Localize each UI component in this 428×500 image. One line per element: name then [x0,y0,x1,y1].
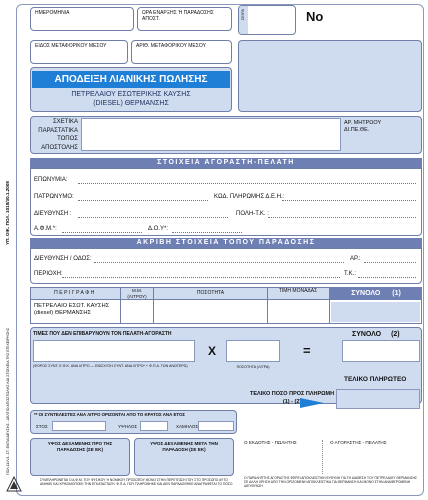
row-total-cell[interactable] [331,302,420,322]
registry-labels [344,120,381,134]
series-box[interactable] [238,5,296,35]
col-total [330,287,422,300]
city-field[interactable] [268,217,416,218]
delivery-street-field[interactable] [94,262,344,263]
col-quantity: ΠΟΣΟΤΗΤΑ [196,290,225,296]
number-label: No [306,9,324,24]
tank-after-label: ΥΨΟΣ ΔΕΞΑΜΕΝΗΣ ΜΕΤΑ ΤΗΝ ΠΑΡΑΔΟΣΗ (ΣΕ ΕΚ) [150,441,218,452]
final-amount-line1: ΤΕΛΙΚΟ ΠΟΣΟ ΠΡΟΣ ΠΛΗΡΩΜΗ [250,391,335,397]
delivery-postcode-label: Τ.Κ.: [344,271,357,277]
date-label: ΗΜΕΡΟΜΗΝΙΑ [35,10,70,16]
surname-label: ΕΠΩΝΥΜΙΑ: [34,177,68,183]
item-description [34,303,109,317]
delivery-postcode-field[interactable] [358,277,416,278]
footer-note-left: ΣΥΜΠΛΗΡΩΝΕΤΑΙ Ο Α.Φ.Μ. ΤΟΥ ΦΥΣΙΚΟΥ Ή ΝΟΜΙΚΟΥ ΠΡΟΣΩΠΟΥ ΜΟΝΟ ΣΤΗΝ ΠΕΡΙΠΤΩΣΗ ΠΟΥ ΣΤΟ ΠΡΟΣΩΠΟ ΑΥΤΟ ΑΝΗΚΕΙ ΚΑΙ ΧΡΗΣΙΜΟΠΟΙΕΙ ΤΗΝ ΕΓΚΑΤΑΣΤΑΣΗ. Φ.Π.Α. ΠΟΥ ΠΛΗΡΩΘΗΚΕ ΚΑΙ ΔΕΝ ΠΑΡΑΔΟΘΗΚΕ ΑΝΑΓΡΑΦΕΤΑΙ ΤΟ ΠΟΣΟ [40,478,233,486]
related-label-3: ΤΟΠΟΣ [57,136,78,142]
times-sign: Χ [208,344,217,358]
col-total-num: (1) [392,290,401,297]
col-divider-4 [329,287,330,324]
related-label-1: ΣΧΕΤΙΚΑ [52,119,78,125]
signature-divider [322,440,323,474]
delivery-number-label: ΑΡ.: [350,256,361,262]
final-amount-line2: (1) - (2) [282,399,302,405]
related-label-2: ΠΑΡΑΣΤΑΤΙΚΑ [38,127,78,134]
final-amount-arrow [300,398,324,408]
charges-total-text: ΣΥΝΟΛΟ [352,331,382,338]
vehicle-number-box[interactable] [131,40,232,64]
coef-rate-field[interactable] [140,421,168,431]
tank-before-box[interactable] [30,438,130,476]
col-price: ΤΙΜΗ ΜΟΝΑΔΑΣ [278,288,318,294]
related-label-4: ΑΠΟΣΤΟΛΗΣ [41,144,78,151]
tax-rate-field[interactable] [33,340,195,362]
col-divider-1 [120,287,121,324]
coef-year-field[interactable] [52,421,106,431]
dipethe-label: ΔΙ.ΠΕ.ΘΕ. [344,127,370,133]
vehicle-type-box[interactable] [30,40,128,64]
delivery-section [30,248,422,284]
delivery-street-label: ΔΙΕΥΘΥΝΣΗ / ΟΔΟΣ: [34,256,92,262]
liters-field[interactable] [226,340,280,362]
delivery-area-label: ΠΕΡΙΟΧΗ: [34,271,63,277]
col-divider-3 [267,287,268,324]
dei-code-field[interactable] [282,200,416,201]
vehicle-type-label: ΕΙΔΟΣ ΜΕΤΑΦΟΡΙΚΟΥ ΜΕΣΟΥ [35,43,107,49]
delivery-number-field[interactable] [364,262,416,263]
col-description: ΠΕΡΙΓΡΑΦΗ [54,290,96,296]
company-block [238,40,422,112]
order-time-label: ΩΡΑ ΕΝΑΡΞΗΣ Ή ΠΑΡΑΔΟΣΗΣ ΑΠΟΣΤ. [142,10,214,22]
surname-field[interactable] [78,183,416,184]
charges-heading: ΤΙΜΕΣ ΠΟΥ ΔΕΝ ΕΠΙΒΑΡΥΝΟΥΝ ΤΟΝ ΠΕΛΑΤΗ-ΑΓΟΡΑΣΤΗ [33,331,172,337]
tank-before-label: ΥΨΟΣ ΔΕΞΑΜΕΝΗΣ ΠΡΟ ΤΗΣ ΠΑΡΑΔΟΣΗΣ (ΣΕ ΕΚ) [47,441,113,452]
buyer-sign-label: Ο ΑΓΟΡΑΣΤΗΣ - ΠΕΛΑΤΗΣ [330,440,387,445]
title-line2: (DIESEL) ΘΕΡΜΑΝΣΗΣ [93,100,169,107]
address-label: ΔΙΕΥΘΥΝΣΗ : [34,211,72,217]
registry-label: ΑΡ. ΜΗΤΡΩΟΥ [344,120,382,126]
fathers-name-field[interactable] [78,200,208,201]
item-line1: ΠΕΤΡΕΛΑΙΟ ΕΣΩΤ. ΚΑΥΣΗΣ [34,303,110,309]
address-field[interactable] [78,217,228,218]
coefficients-heading: ** ΟΙ ΣΥΝΤΕΛΕΣΤΕΣ ΑΝΑ ΛΙΤΡΟ ΟΡΙΖΟΝΤΑΙ ΑΠΟ ΤΟ ΚΡΑΤΟΣ ΑΝΑ ΕΤΟΣ [34,412,186,417]
total-pay-label: ΤΕΛΙΚΟ ΠΛΗΡΩΤΕΟ [344,376,407,383]
series-tab [239,6,248,34]
final-amount-field[interactable] [336,389,420,409]
equals-sign: = [303,343,311,358]
printer-logo [6,476,22,492]
afm-label: Α.Φ.Μ.*: [34,226,57,232]
coef-year-label: ΣΤΟΣ [36,424,48,429]
col-unit: Μ.Μ. (ΛΙΤΡΟΥ) [127,288,147,299]
coef-low-label: ΧΑΜΗΛΟΣ [176,424,199,429]
coef-low-field[interactable] [198,421,234,431]
delivery-area-field[interactable] [62,277,340,278]
buyer-section-bar: ΣΤΟΙΧΕΙΑ ΑΓΟΡΑΣΤΗ-ΠΕΛΑΤΗ [30,158,422,168]
charges-total-label [352,331,400,338]
coef-rate-label: ΥΨΗΛΟΣ [118,424,138,429]
related-labels [30,118,78,152]
col-divider-2 [153,287,154,324]
related-docs-field[interactable] [81,118,341,151]
date-box[interactable] [30,7,134,31]
vehicle-number-label: ΑΡΙΘ. ΜΕΤΑΦΟΡΙΚΟΥ ΜΕΣΟΥ [136,43,206,49]
formula-note: (ΦΟΡΟΣ ΣΥΝΤ. Ε.Φ.Κ. ΑΝΑ ΛΙΤΡΟ — ΕΝΙΣΧΥΣΗ ΣΥΝΤ. ΑΝΑ ΛΙΤΡΟ* + Φ.Π.Α. ΤΩΝ ΑΝΩΤΕΡΩ) [33,364,188,368]
buyer-section [30,168,422,236]
delivery-section-bar: ΑΚΡΙΒΗ ΣΤΟΙΧΕΙΑ ΤΟΠΟΥ ΠΑΡΑΔΟΣΗΣ [30,238,422,248]
issuer-label: Ο ΕΚΔΟΤΗΣ - ΠΩΛΗΤΗΣ [244,440,297,445]
tank-after-box[interactable] [134,438,234,476]
doy-field[interactable] [172,232,242,233]
charges-total-num: (2) [391,331,400,338]
side-ref-text: ΥΠ. ΟΙΚ. ΠΟΛ. 1018/30.1.2008 [5,181,10,245]
receipt-title: ΑΠΟΔΕΙΞΗ ΛΙΑΝΙΚΗΣ ΠΩΛΗΣΗΣ [32,71,230,88]
series-label: ΣΕΙΡΑ [240,9,245,21]
charges-total-field[interactable] [342,340,420,362]
side-printer-text: ΠΟΛ 11/Λ/1. ΣΤ. ΕΚΠΑΙΔΕΥΣΗΣ - ΔΕΛΤΙΟ ΑΠΟΣΤΟΛΗΣ ΚΑΙ ΣΤΟΙΧΕΙΑ ΤΗΣ ΕΠΙΧΕΙΡΗΣΗΣ [6,327,10,475]
city-label: ΠΟΛΗ-Τ.Κ. : [236,211,269,217]
order-time-box[interactable] [137,7,232,31]
title-line1: ΠΕΤΡΕΛΑΙΟΥ ΕΣΩΤΕΡΙΚΗΣ ΚΑΥΣΗΣ [71,91,191,98]
quantity-note: ΠΟΣΟΤΗΤΑ (ΛΙΤΡΑ) [236,365,270,369]
col-total-label: ΣΥΝΟΛΟ [351,290,381,297]
footer-note-right: Ο ΠΑΡΑΛΗΠΤΗΣ ΑΓΟΡΑΣΤΗΣ ΦΕΡΕΙ ΑΠΟΚΛΕΙΣΤΙΚΗ ΕΥΘΥΝΗ ΓΙΑ ΤΗ ΔΙΑΘΕΣΗ ΤΟΥ ΠΕΤΡΕΛΑΙΟΥ ΘΕΡΜΑΝΣΗΣ ΣΕ ΑΛΛΗ ΧΡΗΣΗ ΑΠΟ ΤΗΝ ΟΡΙΖΟΜΕΝΗ ΑΠΟΚΛΕΙΣΤΙΚΑ ΓΙΑ ΘΕΡΜΑΝΣΗ ΚΑΙ ΜΟΝΟ ΣΤΗΝ ΑΝΑΦΕΡΟΜΕΝΗ ΔΙΕΥΘΥΝΣΗ [244,476,418,488]
item-line2: (diesel) ΘΕΡΜΑΝΣΗΣ [34,310,92,316]
afm-field[interactable] [62,232,142,233]
doy-label: Δ.Ο.Υ*: [148,226,169,232]
fathers-name-label: ΠΑΤΡΩΝΥΜΟ: [34,194,74,200]
dei-code-label: ΚΩΔ. ΠΛΗΡΩΜΗΣ Δ.Ε.Η.: [214,194,285,200]
